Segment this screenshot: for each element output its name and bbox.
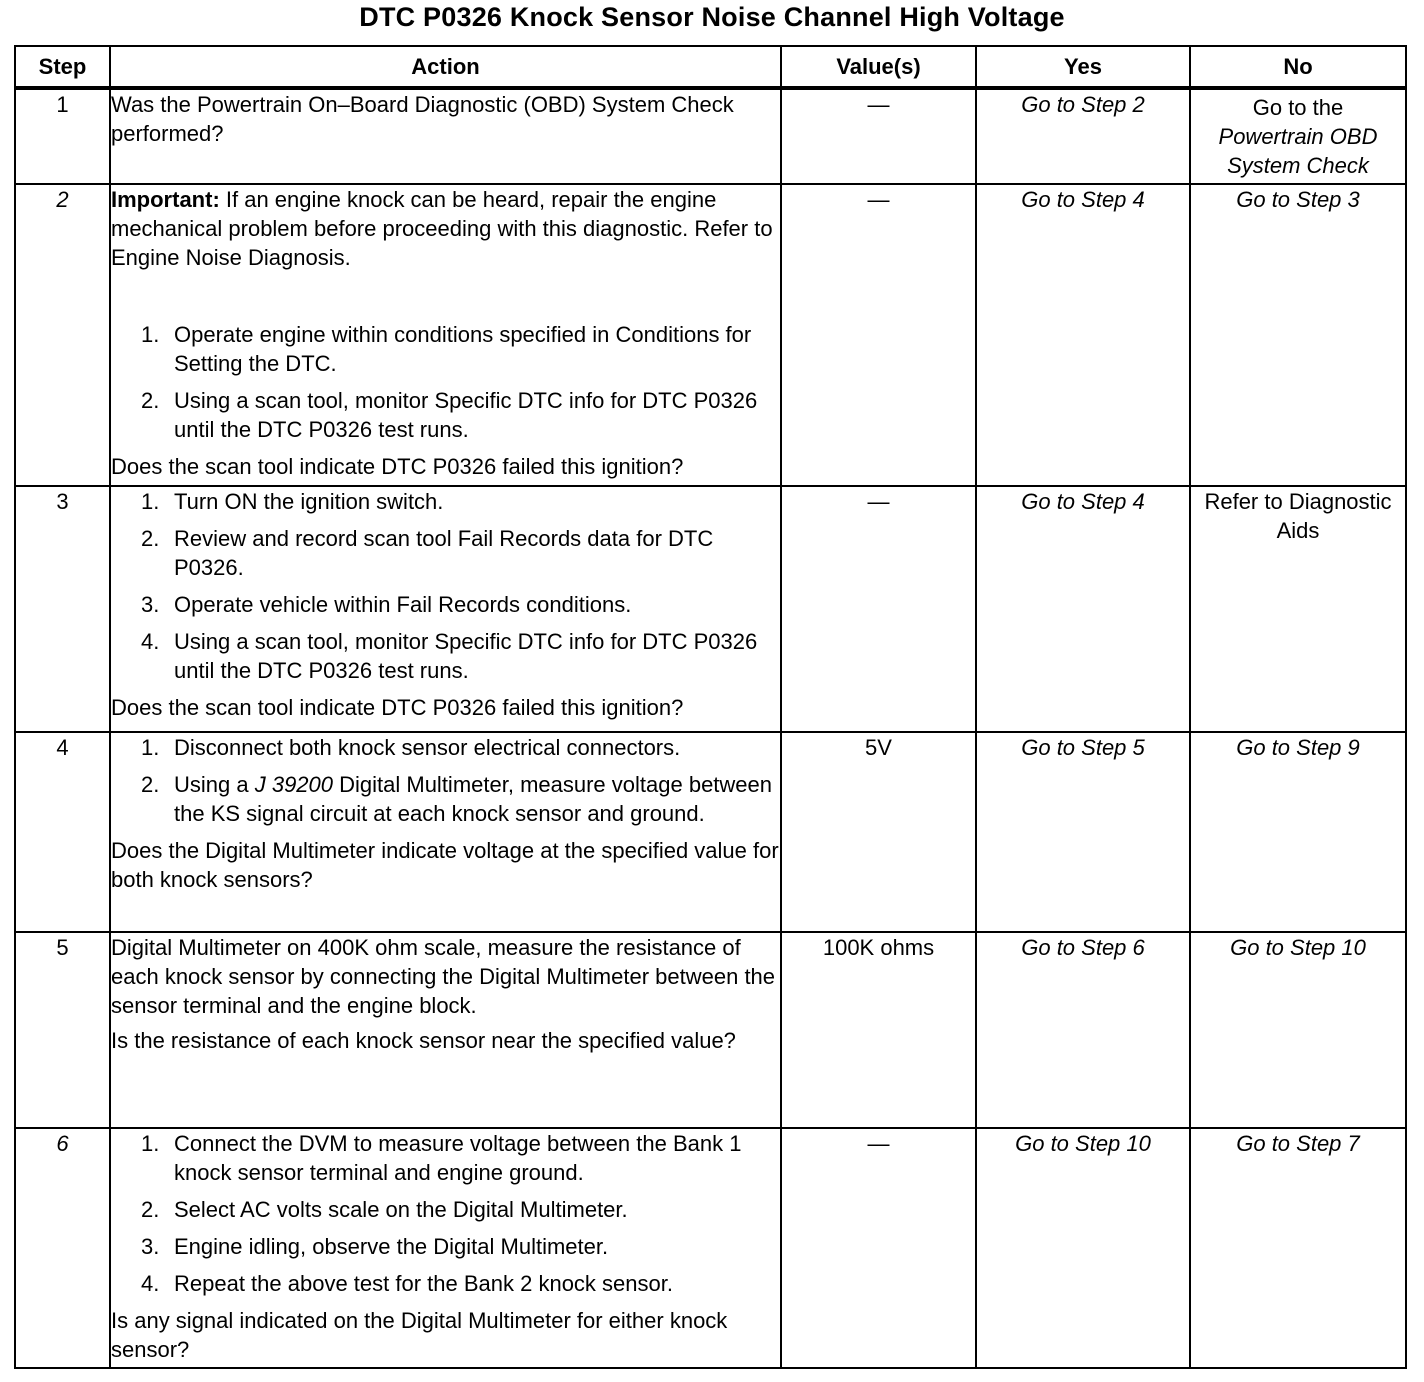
- question-text: Is the resistance of each knock sensor near the specified value?: [111, 1028, 736, 1053]
- header-values: Value(s): [781, 46, 976, 88]
- question-text: Does the Digital Multimeter indicate voltage at the specified value for both knock sensors?: [111, 838, 779, 892]
- table-row: [15, 486, 1406, 732]
- step-list: [111, 487, 780, 685]
- list-item-text: Operate vehicle within Fail Records conditions.: [174, 592, 632, 617]
- no-cell: Go to Step 9: [1190, 732, 1406, 932]
- value-cell: 100K ohms: [781, 932, 976, 1128]
- step-number: 2: [15, 184, 110, 486]
- step-number: 1: [15, 88, 110, 184]
- list-item-text: Using a scan tool, monitor Specific DTC info for DTC P0326 until the DTC P0326 test runs.: [174, 629, 758, 683]
- header-step: Step: [15, 46, 110, 88]
- table-row: [15, 1128, 1406, 1368]
- header-no: No: [1190, 46, 1406, 88]
- no-cell: Refer to Diagnostic Aids: [1190, 486, 1406, 732]
- table-row: [15, 732, 1406, 932]
- step-number: 3: [15, 486, 110, 732]
- list-item: 1. Disconnect both knock sensor electrical connectors.: [141, 735, 681, 760]
- document-title: DTC P0326 Knock Sensor Noise Channel High Voltage: [359, 2, 1065, 32]
- list-item-text: Turn ON the ignition switch.: [174, 489, 444, 514]
- yes-cell: Go to Step 4: [976, 486, 1190, 732]
- diagnostic-table: [14, 45, 1407, 1369]
- no-reference: Powertrain OBD System Check: [1218, 124, 1378, 178]
- question-text: Does the scan tool indicate DTC P0326 failed this ignition?: [111, 695, 684, 720]
- yes-cell: Go to Step 6: [976, 932, 1190, 1128]
- list-item-text: Disconnect both knock sensor electrical connectors.: [174, 735, 681, 760]
- list-item: 1. Operate engine within conditions specified in Conditions for Setting the DTC.: [141, 322, 752, 376]
- action-cell: [110, 486, 781, 732]
- list-item: 3. Engine idling, observe the Digital Multimeter.: [141, 1234, 609, 1259]
- list-item: 1. Turn ON the ignition switch.: [141, 489, 444, 514]
- table-row: [15, 88, 1406, 184]
- important-text: If an engine knock can be heard, repair the engine mechanical problem before proceeding with this diagnostic. Refer to Engine Noise Diagnosis.: [111, 187, 773, 270]
- yes-cell: Go to Step 10: [976, 1128, 1190, 1368]
- no-cell: Go to Step 10: [1190, 932, 1406, 1128]
- action-text: Digital Multimeter on 400K ohm scale, measure the resistance of each knock sensor by connecting the Digital Multimeter between the sensor terminal and the engine block.: [111, 935, 776, 1018]
- list-item: 4. Repeat the above test for the Bank 2 knock sensor.: [141, 1271, 673, 1296]
- list-item: 1. Connect the DVM to measure voltage between the Bank 1 knock sensor terminal and engine ground.: [141, 1131, 742, 1185]
- header-action: Action: [110, 46, 781, 88]
- list-item: 2. Using a scan tool, monitor Specific DTC info for DTC P0326 until the DTC P0326 test runs.: [141, 388, 758, 442]
- header-yes: Yes: [976, 46, 1190, 88]
- list-item-text: Connect the DVM to measure voltage between the Bank 1 knock sensor terminal and engine ground.: [174, 1131, 742, 1185]
- yes-cell: Go to Step 5: [976, 732, 1190, 932]
- table-row: [15, 932, 1406, 1128]
- action-cell: [110, 732, 781, 932]
- important-label: Important:: [111, 187, 220, 212]
- value-cell: —: [781, 184, 976, 486]
- step-number: 6: [15, 1128, 110, 1368]
- no-cell: Go to Step 7: [1190, 1128, 1406, 1368]
- value-cell: —: [781, 1128, 976, 1368]
- question-text: Does the scan tool indicate DTC P0326 failed this ignition?: [111, 454, 684, 479]
- no-cell: [1190, 88, 1406, 184]
- action-cell: [110, 1128, 781, 1368]
- table-header-row: [15, 46, 1406, 88]
- action-text: Was the Powertrain On–Board Diagnostic (OBD) System Check performed?: [111, 92, 734, 146]
- list-item-text: Repeat the above test for the Bank 2 knock sensor.: [174, 1271, 673, 1296]
- value-cell: —: [781, 88, 976, 184]
- list-item-text: Operate engine within conditions specified in Conditions for Setting the DTC.: [174, 322, 752, 376]
- step-list: [111, 733, 780, 828]
- step-list: [111, 1129, 780, 1298]
- important-note: [111, 185, 780, 272]
- no-text: Go to the: [1252, 95, 1344, 120]
- step-number: 5: [15, 932, 110, 1128]
- no-cell: Go to Step 3: [1190, 184, 1406, 486]
- question-text: Is any signal indicated on the Digital Multimeter for either knock sensor?: [111, 1308, 728, 1362]
- value-cell: —: [781, 486, 976, 732]
- list-item-text: Engine idling, observe the Digital Multimeter.: [174, 1234, 609, 1259]
- yes-cell: Go to Step 2: [976, 88, 1190, 184]
- list-item: 2. Select AC volts scale on the Digital Multimeter.: [141, 1197, 628, 1222]
- action-cell: [110, 932, 781, 1128]
- yes-cell: Go to Step 4: [976, 184, 1190, 486]
- action-cell: [110, 184, 781, 486]
- step-number: 4: [15, 732, 110, 932]
- table-row: [15, 184, 1406, 486]
- list-item: 3. Operate vehicle within Fail Records conditions.: [141, 592, 632, 617]
- action-cell: [110, 88, 781, 184]
- list-item: 2. Review and record scan tool Fail Records data for DTC P0326.: [141, 526, 714, 580]
- step-list: [111, 320, 780, 444]
- list-item-text: Using a scan tool, monitor Specific DTC info for DTC P0326 until the DTC P0326 test runs.: [174, 388, 758, 442]
- value-cell: 5V: [781, 732, 976, 932]
- list-item-text: Review and record scan tool Fail Records data for DTC P0326.: [174, 526, 714, 580]
- list-item: 4. Using a scan tool, monitor Specific DTC info for DTC P0326 until the DTC P0326 test runs.: [141, 629, 758, 683]
- tool-number: J 39200: [254, 772, 334, 797]
- list-item-text: Using a: [174, 772, 255, 797]
- list-item: 2. Using a J 39200 Digital Multimeter, measure voltage between the KS signal circuit at each knock sensor and ground.: [141, 772, 773, 826]
- list-item-text: Select AC volts scale on the Digital Multimeter.: [174, 1197, 628, 1222]
- list-item-text: Digital Multimeter, measure voltage between the KS signal circuit at each knock sensor and ground.: [174, 772, 773, 826]
